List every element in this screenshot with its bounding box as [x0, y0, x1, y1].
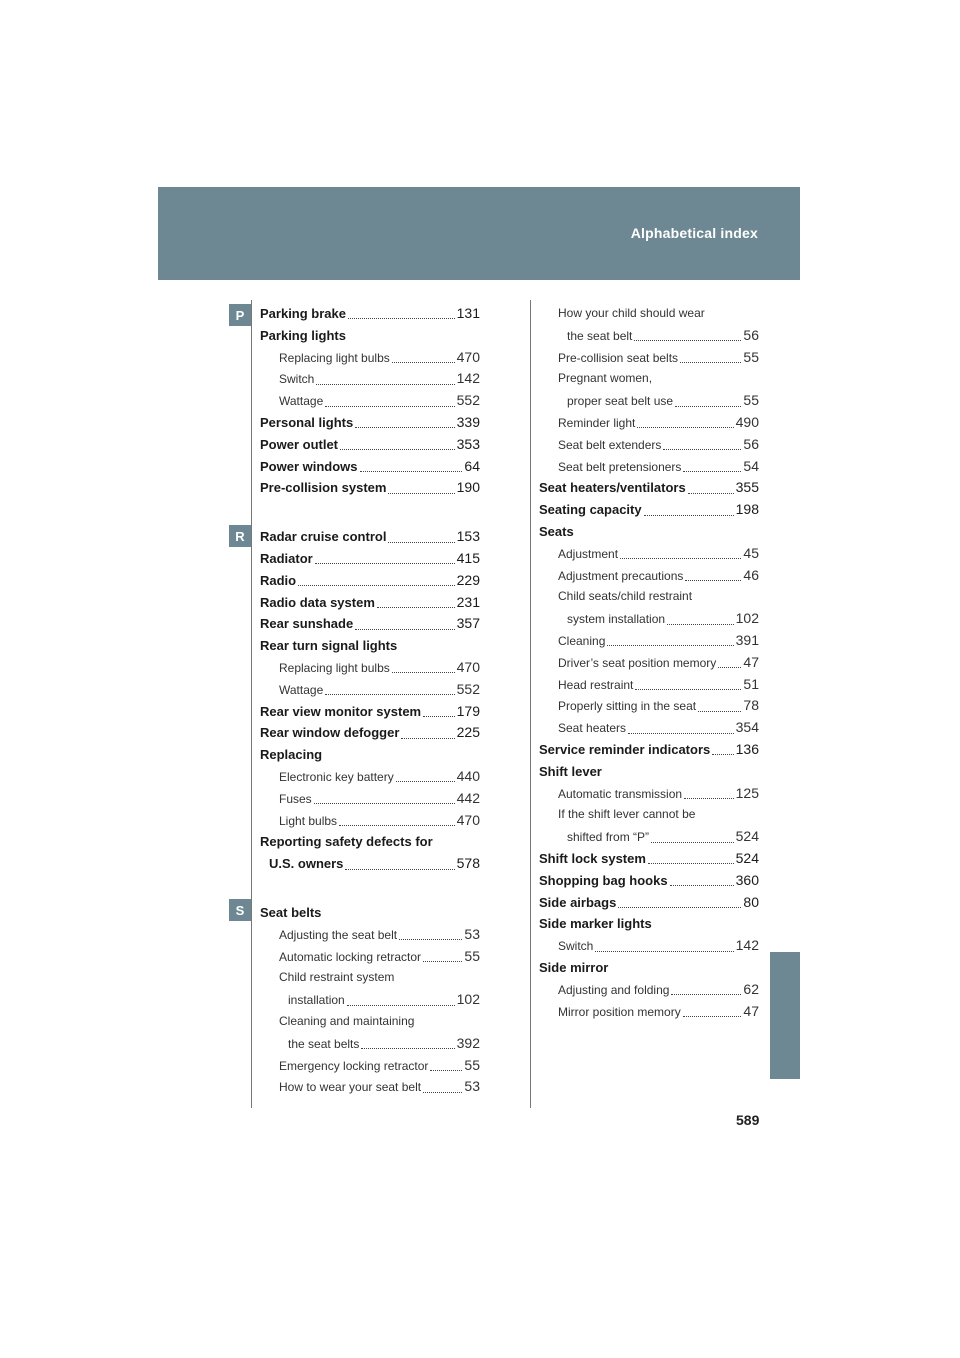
index-entry-label: Rear sunshade [260, 616, 354, 632]
index-entry-page: 53 [464, 925, 480, 942]
index-entry[interactable] [539, 477, 759, 499]
index-entry-label: Pregnant women, [558, 371, 653, 386]
dot-leader [684, 798, 734, 799]
index-entry-label: proper seat belt use [567, 394, 674, 409]
index-entry[interactable] [260, 722, 480, 744]
index-entry-label: system installation [567, 612, 666, 627]
dot-leader [316, 384, 454, 385]
index-entry-label: Automatic locking retractor [279, 949, 422, 964]
chapter-tab [770, 952, 800, 1079]
dot-leader [325, 406, 454, 407]
dot-leader [340, 449, 455, 450]
index-entry[interactable] [539, 630, 759, 652]
index-entry-label: the seat belts [288, 1036, 360, 1051]
dot-leader [361, 1048, 454, 1049]
index-entry[interactable] [260, 456, 480, 478]
index-entry-page: 53 [464, 1078, 480, 1095]
index-entry-label: Adjustment [558, 546, 619, 561]
index-entry-label: Shopping bag hooks [539, 872, 668, 888]
index-entry-label: Adjusting the seat belt [279, 927, 398, 942]
index-entry-label: Cleaning and maintaining [279, 1013, 415, 1028]
index-entry[interactable] [539, 739, 759, 761]
dot-leader [663, 449, 741, 450]
index-entry-page: 102 [735, 610, 759, 627]
index-entry-label: Light bulbs [279, 813, 338, 828]
dot-leader [651, 842, 734, 843]
index-entry-page: 360 [735, 871, 759, 888]
index-entry[interactable] [260, 701, 480, 723]
dot-leader [628, 733, 734, 734]
index-entry-label: Seats [539, 523, 574, 539]
section-marker-r: R [229, 525, 251, 547]
index-entry-page: 524 [735, 849, 759, 866]
index-entry[interactable] [260, 902, 480, 924]
dot-leader [671, 994, 741, 995]
index-entry[interactable] [539, 586, 759, 608]
index-entry-label: Side mirror [539, 959, 609, 975]
index-entry-label: Emergency locking retractor [279, 1058, 429, 1073]
index-entry-label: Mirror position memory [558, 1004, 681, 1019]
dot-leader [315, 563, 455, 564]
index-entry-label: Service reminder indicators [539, 741, 711, 757]
index-entry-page: 229 [456, 571, 480, 588]
dot-leader [683, 471, 741, 472]
index-entry-label: Properly sitting in the seat [558, 699, 697, 714]
dot-leader [685, 580, 741, 581]
index-entry[interactable] [260, 766, 480, 788]
index-entry-label: Seat belts [260, 904, 322, 920]
index-entry[interactable] [260, 477, 480, 499]
index-entry-page: 392 [456, 1034, 480, 1051]
index-entry-page: 55 [464, 1056, 480, 1073]
index-entry-page: 80 [743, 893, 759, 910]
index-entry-page: 355 [735, 479, 759, 496]
index-entry-label: Power outlet [260, 436, 339, 452]
index-entry-label: Radio data system [260, 594, 375, 610]
dot-leader [667, 624, 734, 625]
index-entry[interactable] [539, 761, 759, 783]
index-entry[interactable] [260, 325, 480, 347]
index-entry-label: Cleaning [558, 633, 606, 648]
index-entry-page: 56 [743, 435, 759, 452]
index-entry-page: 198 [735, 501, 759, 518]
index-entry[interactable] [539, 325, 759, 347]
index-entry-label: Switch [279, 372, 315, 387]
index-column-right [539, 303, 759, 1022]
index-entry-label: Switch [558, 939, 594, 954]
dot-leader [712, 754, 733, 755]
index-entry[interactable] [260, 1076, 480, 1098]
dot-leader [388, 542, 454, 543]
index-entry-label: Head restraint [558, 677, 634, 692]
index-entry-label: If the shift lever cannot be [558, 807, 696, 822]
index-entry-page: 64 [464, 457, 480, 474]
section-marker-s: S [229, 899, 251, 921]
index-entry-page: 46 [743, 566, 759, 583]
index-entry-page: 578 [456, 855, 480, 872]
dot-leader [635, 689, 741, 690]
index-entry[interactable] [260, 788, 480, 810]
index-entry-label: Parking lights [260, 327, 346, 343]
index-entry[interactable] [539, 695, 759, 717]
dot-leader [345, 869, 454, 870]
index-entry[interactable] [539, 935, 759, 957]
index-entry[interactable] [260, 831, 480, 853]
index-entry[interactable] [539, 674, 759, 696]
index-entry-page: 225 [456, 724, 480, 741]
dot-leader [401, 738, 454, 739]
index-entry[interactable] [260, 570, 480, 592]
index-entry-page: 55 [743, 392, 759, 409]
index-entry-page: 339 [456, 413, 480, 430]
index-entry-page: 62 [743, 980, 759, 997]
dot-leader [644, 515, 734, 516]
index-entry-label: installation [288, 993, 345, 1008]
dot-leader [423, 1092, 462, 1093]
index-entry-page: 442 [456, 789, 480, 806]
index-entry[interactable] [539, 499, 759, 521]
index-entry[interactable] [260, 368, 480, 390]
dot-leader [388, 493, 454, 494]
dot-leader [392, 672, 455, 673]
index-entry[interactable] [539, 390, 759, 412]
index-entry[interactable] [260, 347, 480, 369]
index-entry-page: 470 [456, 348, 480, 365]
index-entry[interactable] [260, 810, 480, 832]
dot-leader [348, 318, 455, 319]
index-entry[interactable] [539, 303, 759, 325]
index-entry[interactable] [260, 613, 480, 635]
index-entry-page: 54 [743, 457, 759, 474]
index-entry-page: 55 [743, 348, 759, 365]
index-entry-label: Replacing light bulbs [279, 660, 390, 675]
index-entry[interactable] [539, 1001, 759, 1023]
index-entry[interactable] [539, 543, 759, 565]
index-entry-page: 357 [456, 615, 480, 632]
index-entry-label: Parking brake [260, 306, 346, 321]
index-entry-label: Adjustment precautions [558, 568, 684, 583]
dot-leader [314, 803, 455, 804]
dot-leader [675, 406, 741, 407]
index-entry[interactable] [539, 804, 759, 826]
dot-leader [607, 645, 733, 646]
middle-column-rule [530, 300, 531, 1108]
index-entry-label: Reporting safety defects for [260, 834, 433, 850]
index-entry[interactable] [260, 635, 480, 657]
index-entry-page: 45 [743, 544, 759, 561]
index-entry-label: Fuses [279, 791, 312, 806]
index-entry-page: 470 [456, 658, 480, 675]
index-entry-label: Seat belt pretensioners [558, 459, 682, 474]
index-entry[interactable] [539, 870, 759, 892]
index-entry-label: Rear turn signal lights [260, 638, 398, 654]
dot-leader [392, 362, 455, 363]
index-entry-label: Shift lock system [539, 850, 646, 866]
index-entry[interactable] [260, 946, 480, 968]
index-entry-page: 125 [735, 784, 759, 801]
header-bar [158, 187, 800, 280]
index-column-left [260, 303, 480, 1098]
index-entry-page: 102 [456, 991, 480, 1008]
index-entry-label: Seating capacity [539, 502, 642, 518]
index-entry-label: Radar cruise control [260, 529, 387, 545]
index-entry-label: the seat belt [567, 328, 633, 343]
index-entry-label: Radio [260, 572, 297, 588]
index-entry-label: Rear view monitor system [260, 703, 422, 719]
index-entry-page: 552 [456, 392, 480, 409]
index-entry[interactable] [539, 717, 759, 739]
dot-leader [355, 629, 454, 630]
index-entry-page: 142 [735, 937, 759, 954]
index-entry-page: 231 [456, 593, 480, 610]
page-number: 589 [736, 1112, 760, 1128]
index-entry-label: Side marker lights [539, 916, 652, 932]
index-entry-label: Pre-collision seat belts [558, 350, 679, 365]
index-entry[interactable] [539, 783, 759, 805]
index-entry[interactable] [539, 652, 759, 674]
index-entry[interactable] [260, 744, 480, 766]
index-entry[interactable] [539, 826, 759, 848]
index-entry[interactable] [260, 390, 480, 412]
index-entry-label: U.S. owners [269, 856, 344, 872]
index-entry-page: 490 [735, 413, 759, 430]
index-entry-page: 524 [735, 828, 759, 845]
index-entry-label: Driver’s seat position memory [558, 655, 717, 670]
index-entry-label: Seat belt extenders [558, 437, 662, 452]
index-entry-label: Wattage [279, 682, 324, 697]
index-entry[interactable] [539, 565, 759, 587]
index-entry-page: 51 [743, 675, 759, 692]
index-entry[interactable] [260, 412, 480, 434]
index-entry-page: 190 [456, 479, 480, 496]
dot-leader [377, 607, 455, 608]
dot-leader [355, 427, 454, 428]
index-entry[interactable] [260, 679, 480, 701]
index-entry-label: Child restraint system [279, 970, 395, 985]
index-entry-label: Rear window defogger [260, 725, 400, 741]
index-entry[interactable] [260, 1011, 480, 1033]
index-entry-label: Wattage [279, 394, 324, 409]
dot-leader [634, 340, 741, 341]
index-entry[interactable] [539, 456, 759, 478]
index-entry-page: 142 [456, 370, 480, 387]
index-entry-page: 415 [456, 549, 480, 566]
index-entry[interactable] [539, 368, 759, 390]
section-gap [260, 875, 480, 902]
index-entry[interactable] [260, 1033, 480, 1055]
index-entry-label: Replacing [260, 747, 323, 763]
dot-leader [399, 939, 462, 940]
index-entry-page: 131 [456, 305, 480, 321]
index-entry[interactable] [539, 521, 759, 543]
index-entry-label: Child seats/child restraint [558, 589, 693, 604]
index-entry-page: 153 [456, 528, 480, 545]
dot-leader [688, 493, 734, 494]
index-entry-label: shifted from “P” [567, 830, 650, 845]
index-entry[interactable] [539, 347, 759, 369]
index-entry[interactable] [539, 848, 759, 870]
index-entry[interactable] [539, 979, 759, 1001]
index-entry-label: Power windows [260, 458, 358, 474]
dot-leader [339, 825, 455, 826]
index-entry-page: 136 [735, 740, 759, 757]
index-entry-label: How to wear your seat belt [279, 1080, 422, 1095]
dot-leader [670, 885, 734, 886]
index-entry-page: 470 [456, 811, 480, 828]
dot-leader [423, 961, 462, 962]
page-title: Alphabetical index [630, 225, 758, 241]
index-entry-label: Adjusting and folding [558, 982, 670, 997]
index-entry-label: Shift lever [539, 763, 602, 779]
index-entry[interactable] [260, 526, 480, 548]
index-entry-label: Replacing light bulbs [279, 350, 390, 365]
index-entry-label: Automatic transmission [558, 786, 683, 801]
index-entry-label: Side airbags [539, 894, 617, 910]
dot-leader [430, 1070, 462, 1071]
index-entry-label: Seat heaters/ventilators [539, 480, 686, 496]
dot-leader [620, 558, 741, 559]
index-entry-page: 55 [464, 947, 480, 964]
index-entry[interactable] [260, 924, 480, 946]
dot-leader [698, 711, 741, 712]
index-entry[interactable] [260, 657, 480, 679]
index-entry[interactable] [260, 548, 480, 570]
index-entry-page: 391 [735, 631, 759, 648]
index-entry[interactable] [539, 412, 759, 434]
dot-leader [618, 907, 741, 908]
dot-leader [595, 951, 733, 952]
index-entry-page: 353 [456, 435, 480, 452]
dot-leader [298, 585, 455, 586]
index-entry-page: 354 [735, 719, 759, 736]
section-gap [260, 499, 480, 526]
index-entry[interactable] [539, 892, 759, 914]
dot-leader [423, 716, 455, 717]
index-entry[interactable] [260, 434, 480, 456]
index-entry-label: Seat heaters [558, 721, 627, 736]
index-entry-page: 56 [743, 326, 759, 343]
index-entry-label: Electronic key battery [279, 769, 394, 784]
dot-leader [360, 471, 463, 472]
index-entry[interactable] [260, 853, 480, 875]
index-entry-page: 179 [456, 702, 480, 719]
index-entry[interactable] [260, 592, 480, 614]
index-entry-label: Reminder light [558, 415, 636, 430]
index-entry[interactable] [260, 1055, 480, 1077]
index-entry-label: Pre-collision system [260, 480, 387, 496]
index-entry-label: How your child should wear [558, 306, 705, 320]
index-entry-page: 552 [456, 680, 480, 697]
dot-leader [637, 427, 733, 428]
dot-leader [683, 1016, 742, 1017]
index-entry-label: Radiator [260, 550, 313, 566]
index-entry-page: 47 [743, 1002, 759, 1019]
index-entry-page: 78 [743, 697, 759, 714]
index-entry[interactable] [539, 434, 759, 456]
dot-leader [718, 667, 741, 668]
index-entry-page: 440 [456, 767, 480, 784]
dot-leader [648, 863, 734, 864]
index-entry[interactable] [539, 608, 759, 630]
index-entry[interactable] [260, 303, 480, 325]
index-entry[interactable] [260, 989, 480, 1011]
left-column-rule [251, 300, 252, 1108]
dot-leader [396, 781, 455, 782]
index-entry[interactable] [260, 967, 480, 989]
index-entry-label: Personal lights [260, 414, 354, 430]
dot-leader [680, 362, 741, 363]
dot-leader [347, 1005, 455, 1006]
index-entry-page: 47 [743, 653, 759, 670]
index-entry[interactable] [539, 957, 759, 979]
index-entry[interactable] [539, 913, 759, 935]
dot-leader [325, 694, 454, 695]
section-marker-p: P [229, 304, 251, 326]
